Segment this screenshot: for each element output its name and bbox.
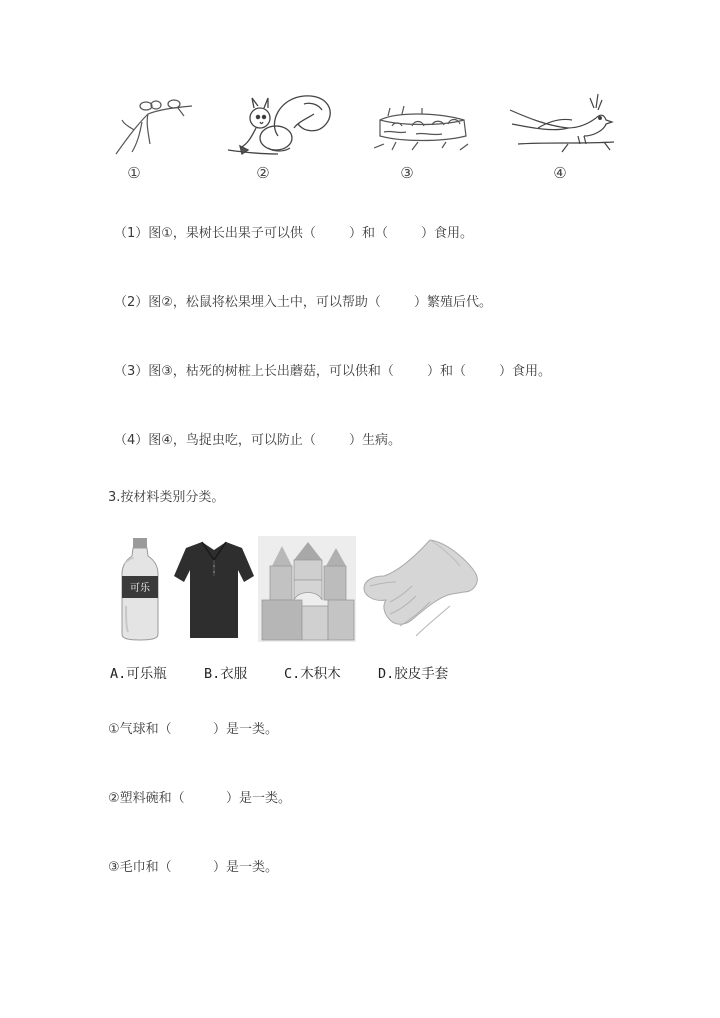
wooden-blocks-icon	[258, 536, 356, 642]
figure-2	[218, 92, 336, 158]
squirrel-icon	[218, 92, 336, 158]
polo-shirt-icon	[172, 536, 256, 642]
question-4: （4）图④，鸟捉虫吃，可以防止（ ）生病。	[114, 433, 401, 448]
question-3: （3）图③，枯死的树桩上长出蘑菇，可以供和（ ）和（ ）食用。	[114, 364, 552, 379]
figure-3	[372, 92, 474, 158]
classify-1: ①气球和（ ）是一类。	[108, 722, 278, 737]
figure-2-label: ②	[256, 164, 270, 182]
wooden-blocks-image	[258, 536, 356, 642]
item-d-label: D.胶皮手套	[378, 666, 449, 682]
classify-3: ③毛巾和（ ）是一类。	[108, 860, 278, 875]
shirt-image	[172, 536, 256, 642]
figure-1	[112, 92, 196, 158]
bottle-label-text: 可乐	[130, 583, 150, 594]
section-3-title: 3.按材料类别分类。	[108, 490, 225, 505]
rubber-gloves-icon	[360, 536, 480, 642]
figure-4	[508, 92, 616, 158]
question-1: （1）图①，果树长出果子可以供（ ）和（ ）食用。	[114, 226, 474, 241]
rubber-gloves-image	[360, 536, 480, 642]
cola-bottle-image	[118, 536, 162, 642]
figure-4-label: ④	[553, 164, 567, 182]
item-b-label: B.衣服	[204, 666, 248, 682]
question-2: （2）图②，松鼠将松果埋入土中，可以帮助（ ）繁殖后代。	[114, 295, 492, 310]
cola-bottle-icon	[118, 536, 162, 642]
item-c-label: C.木积木	[284, 666, 341, 682]
classify-2: ②塑料碗和（ ）是一类。	[108, 791, 291, 806]
figure-3-label: ③	[400, 164, 414, 182]
figure-1-label: ①	[127, 164, 141, 182]
tree-branch-with-fruit-icon	[112, 92, 196, 158]
item-a-label: A.可乐瓶	[110, 666, 167, 682]
tree-stump-with-mushrooms-icon	[372, 92, 474, 158]
bird-on-branch-icon	[508, 92, 616, 158]
